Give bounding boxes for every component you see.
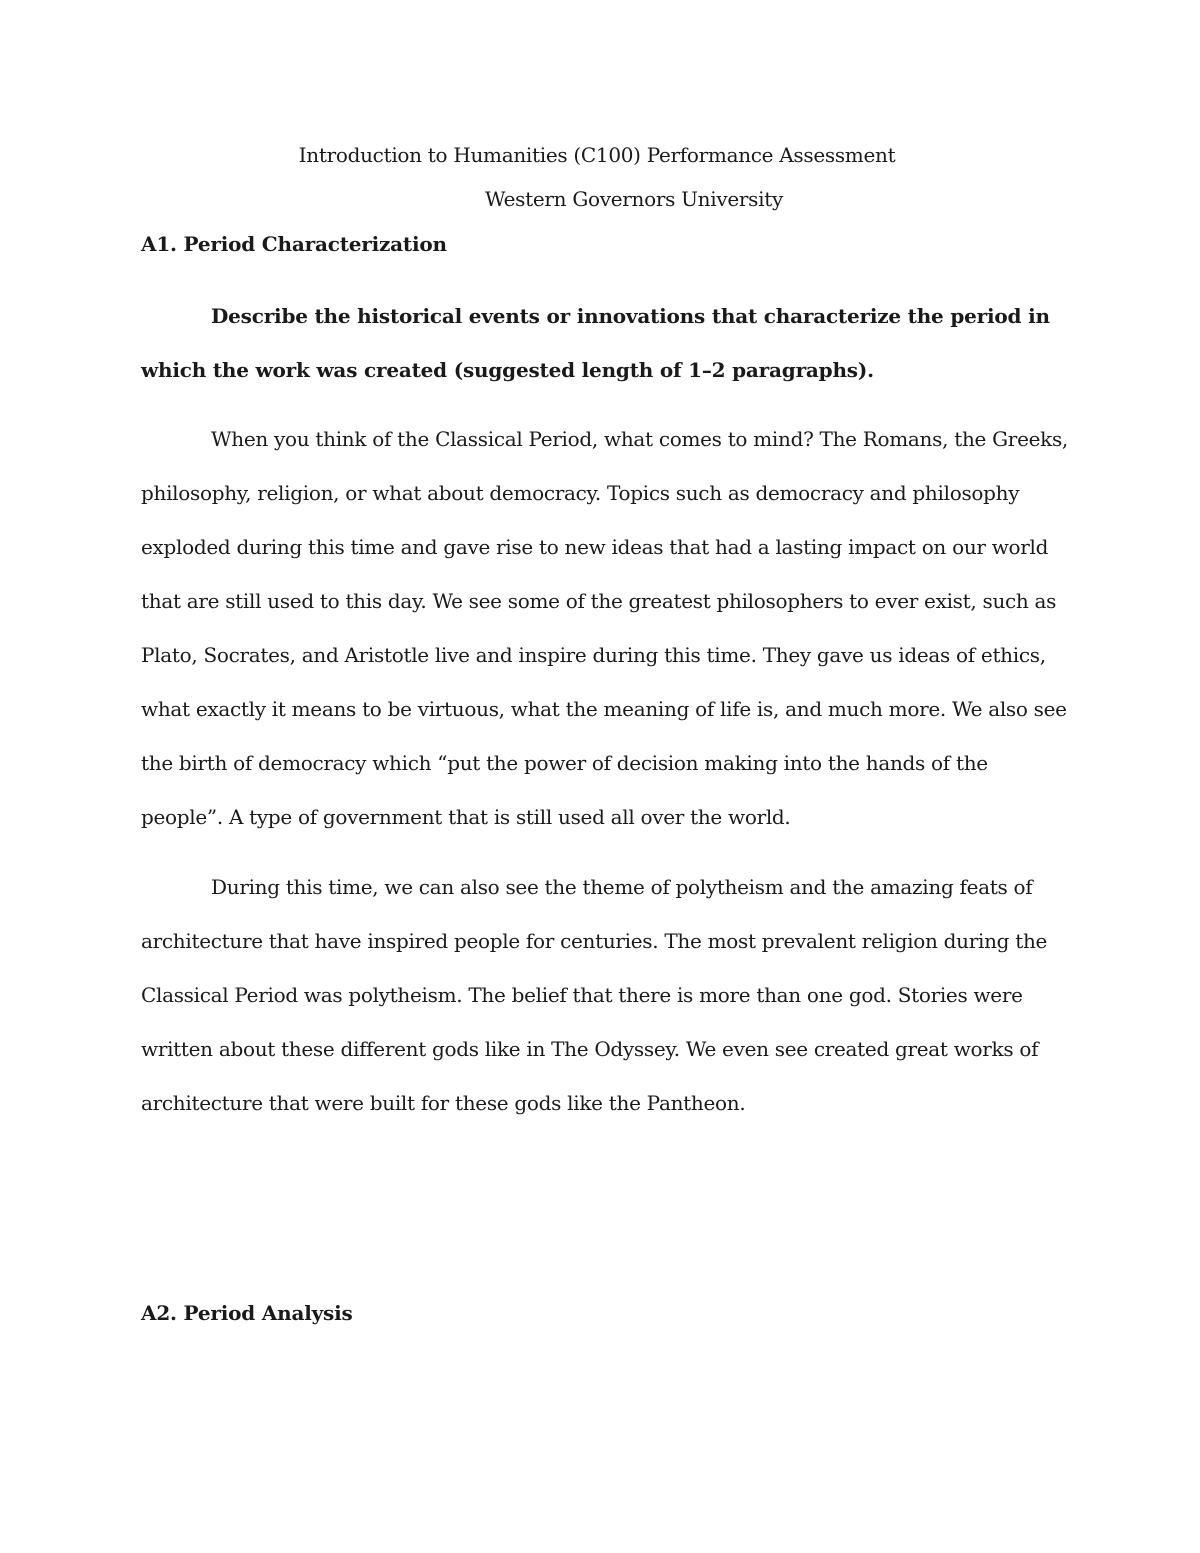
document-title: Introduction to Humanities (C100) Performance Assessment (298, 143, 896, 167)
section-heading-a1: A1. Period Characterization (141, 232, 447, 256)
section-heading-a2: A2. Period Analysis (141, 1301, 353, 1325)
document-subtitle: Western Governors University (485, 187, 783, 211)
assessment-prompt: Describe the historical events or innovations that characterize the period in which the work was created (suggested length of 1–2 paragraphs). (141, 304, 1050, 382)
body-paragraph: During this time, we can also see the theme of polytheism and the amazing feats of architecture that have inspired people for centuries. The most prevalent religion during the Classical Period was polytheism. The belief that there is more than one god. Stories were written about these different gods like in The Odyssey. We even see created great works of architecture that were built for these gods like the Pantheon. (141, 875, 1048, 1115)
body-paragraph: When you think of the Classical Period, what comes to mind? The Romans, the Greeks, philosophy, religion, or what about democracy. Topics such as democracy and philosophy exploded during this time and gave rise to new ideas that had a lasting impact on our world that are still used to this day. We see some of the greatest philosophers to ever exist, such as Plato, Socrates, and Aristotle live and inspire during this time. They gave us ideas of ethics, what exactly it means to be virtuous, what the meaning of life is, and much more. We also see the birth of democracy which “put the power of decision making into the hands of the people”. A type of government that is still used all over the world. (141, 427, 1068, 829)
